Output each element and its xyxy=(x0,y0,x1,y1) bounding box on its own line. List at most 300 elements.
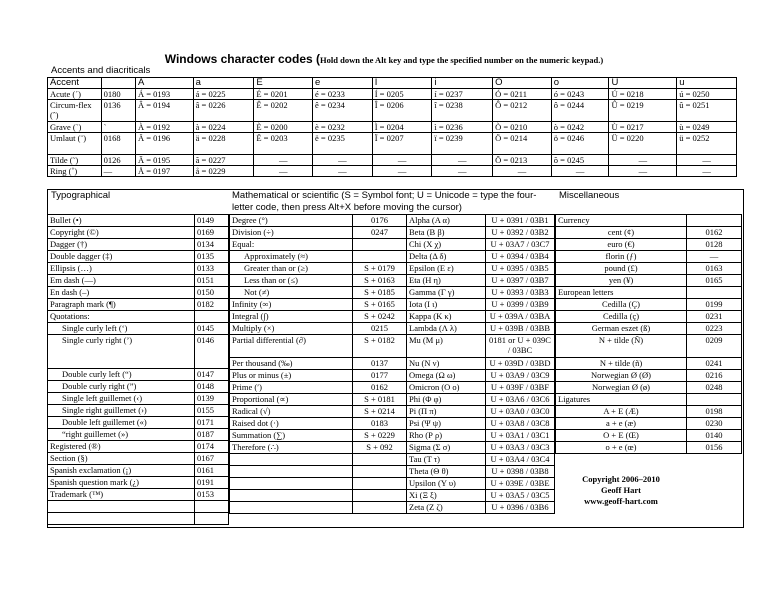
accent-cell: ù = 0249 xyxy=(677,122,737,133)
typographical-name: Spanish question mark (¿) xyxy=(48,477,195,489)
typographical-name xyxy=(48,501,195,513)
typographical-name: Double curly left (“) xyxy=(48,369,195,381)
math-symbol-code: 0162 xyxy=(353,382,407,394)
typographical-name: Section (§) xyxy=(48,453,195,465)
math-symbol-code xyxy=(353,502,407,514)
accents-header-cell: o xyxy=(551,78,609,89)
greek-letter-code: U + 0393 / 03B3 xyxy=(486,287,555,299)
typographical-row xyxy=(48,299,229,311)
greek-letter-name: Eta (Η η) xyxy=(407,275,486,287)
greek-letter-code: U + 0392 / 03B2 xyxy=(486,227,555,239)
accent-cell: ì = 0236 xyxy=(432,122,493,133)
typographical-row xyxy=(48,239,229,251)
accent-name: Grave (`) xyxy=(48,122,102,133)
accents-row xyxy=(48,133,737,155)
math-row xyxy=(230,239,555,251)
math-symbol-name: Equal: xyxy=(230,239,353,251)
accent-cell: Ï = 0207 xyxy=(372,133,432,155)
greek-letter-name: Omega (Ω ω) xyxy=(407,370,486,382)
misc-row xyxy=(556,358,742,370)
misc-name: A + E (Æ) xyxy=(556,406,687,418)
typographical-code: 0182 xyxy=(195,299,229,311)
typographical-code: 0167 xyxy=(195,453,229,465)
math-symbol-code: S + 0182 xyxy=(353,335,407,358)
accents-header-cell: a xyxy=(193,78,254,89)
typographical-code: 0153 xyxy=(195,489,229,501)
misc-row xyxy=(556,263,742,275)
misc-row xyxy=(556,287,742,299)
greek-letter-code: U + 03A9 / 03C9 xyxy=(486,370,555,382)
typographical-name: Spanish exclamation (¡) xyxy=(48,465,195,477)
accent-code: 0136 xyxy=(101,100,135,122)
accent-cell: Ü = 0220 xyxy=(609,133,677,155)
typographical-name: Paragraph mark (¶) xyxy=(48,299,195,311)
greek-letter-name: Iota (Ι ι) xyxy=(407,299,486,311)
math-row xyxy=(230,418,555,430)
misc-code: 0165 xyxy=(687,275,742,287)
misc-name: European letters xyxy=(556,287,687,299)
greek-letter-name: Chi (Χ χ) xyxy=(407,239,486,251)
typographical-row xyxy=(48,251,229,263)
typographical-name xyxy=(48,513,195,525)
accents-header-cell: A xyxy=(136,78,194,89)
typographical-name: Double left guillemet («) xyxy=(48,417,195,429)
math-row xyxy=(230,275,555,287)
typographical-row xyxy=(48,513,229,525)
greek-letter-name: Phi (Φ φ) xyxy=(407,394,486,406)
typographical-row xyxy=(48,417,229,429)
greek-letter-code: U + 03A1 / 03C1 xyxy=(486,430,555,442)
greek-letter-name: Tau (Τ τ) xyxy=(407,454,486,466)
math-symbol-name: Infinity (∞) xyxy=(230,299,353,311)
math-symbol-code xyxy=(353,239,407,251)
accent-cell: — xyxy=(432,155,493,166)
typographical-name: Registered (®) xyxy=(48,441,195,453)
typographical-name: Dagger (†) xyxy=(48,239,195,251)
accent-cell: á = 0225 xyxy=(193,89,254,100)
math-row xyxy=(230,335,555,358)
math-symbol-code: 0183 xyxy=(353,418,407,430)
title-main: Windows character codes ( xyxy=(164,52,321,66)
copyright-note xyxy=(556,474,686,507)
greek-letter-name: Mu (Μ μ) xyxy=(407,335,486,358)
author-line: Geoff Hart xyxy=(601,485,641,495)
accent-cell: ã = 0227 xyxy=(193,155,254,166)
math-symbol-name: Approximately (≈) xyxy=(230,251,353,263)
math-symbol-name xyxy=(230,502,353,514)
misc-name: yen (¥) xyxy=(556,275,687,287)
math-row xyxy=(230,394,555,406)
greek-letter-name: Xi (Ξ ξ) xyxy=(407,490,486,502)
math-row xyxy=(230,490,555,502)
misc-row xyxy=(556,311,742,323)
accent-cell: Ò = 0210 xyxy=(493,122,552,133)
typographical-row xyxy=(48,381,229,393)
accent-cell: Ó = 0211 xyxy=(493,89,552,100)
math-table xyxy=(229,214,555,514)
typographical-row xyxy=(48,227,229,239)
typographical-name: Quotations: xyxy=(48,311,195,323)
greek-letter-name: Nu (Ν ν) xyxy=(407,358,486,370)
accent-cell: — xyxy=(372,155,432,166)
misc-name: florin (ƒ) xyxy=(556,251,687,263)
accent-code: 0180 xyxy=(101,89,135,100)
accent-cell: Å = 0197 xyxy=(136,166,194,177)
misc-code: 0162 xyxy=(687,227,742,239)
misc-code xyxy=(687,215,742,227)
accent-cell: — xyxy=(313,155,373,166)
typographical-code: 0169 xyxy=(195,227,229,239)
misc-name: Ligatures xyxy=(556,394,687,406)
misc-code: 0241 xyxy=(687,358,742,370)
misc-code: 0223 xyxy=(687,323,742,335)
misc-code: 0248 xyxy=(687,382,742,394)
accent-cell: Ô = 0212 xyxy=(493,100,552,122)
misc-code: 0163 xyxy=(687,263,742,275)
misc-code: 0156 xyxy=(687,442,742,454)
typographical-code: 0187 xyxy=(195,429,229,441)
typographical-row xyxy=(48,393,229,405)
misc-name: a + e (æ) xyxy=(556,418,687,430)
accents-row xyxy=(48,122,737,133)
accent-cell: Ä = 0196 xyxy=(136,133,194,155)
accent-cell: — xyxy=(372,166,432,177)
accent-cell: Ë = 0203 xyxy=(254,133,313,155)
accents-row xyxy=(48,155,737,166)
math-symbol-name: Less than or (≤) xyxy=(230,275,353,287)
accent-cell: ë = 0235 xyxy=(313,133,373,155)
typographical-row xyxy=(48,441,229,453)
math-row xyxy=(230,478,555,490)
accent-code: ` xyxy=(101,122,135,133)
accent-cell: Â = 0194 xyxy=(136,100,194,122)
typographical-code: 0150 xyxy=(195,287,229,299)
misc-code: 0140 xyxy=(687,430,742,442)
misc-name: o + e (œ) xyxy=(556,442,687,454)
accent-cell: å = 0229 xyxy=(193,166,254,177)
math-row xyxy=(230,406,555,418)
typographical-name: Double dagger (‡) xyxy=(48,251,195,263)
misc-name: O + E (Œ) xyxy=(556,430,687,442)
math-row xyxy=(230,502,555,514)
typographical-code: 0191 xyxy=(195,477,229,489)
accents-header-cell: i xyxy=(432,78,493,89)
typographical-code: 0135 xyxy=(195,251,229,263)
greek-letter-code: U + 03A4 / 03C4 xyxy=(486,454,555,466)
typographical-row xyxy=(48,405,229,417)
accent-cell: Í = 0205 xyxy=(372,89,432,100)
accent-cell: Û = 0219 xyxy=(609,100,677,122)
misc-row xyxy=(556,251,742,263)
typographical-code xyxy=(195,311,229,323)
typographical-code: 0145 xyxy=(195,323,229,335)
math-row xyxy=(230,430,555,442)
math-symbol-name: Prime (′) xyxy=(230,382,353,394)
typographical-name: Double curly right (”) xyxy=(48,381,195,393)
typographical-name: Em dash (—) xyxy=(48,275,195,287)
math-symbol-name xyxy=(230,466,353,478)
math-symbol-code: S + 092 xyxy=(353,442,407,454)
greek-letter-code: U + 0391 / 03B1 xyxy=(486,215,555,227)
accent-cell: Ú = 0218 xyxy=(609,89,677,100)
greek-letter-name: Alpha (Α α) xyxy=(407,215,486,227)
greek-letter-name: Epsilon (Ε ε) xyxy=(407,263,486,275)
math-symbol-code: S + 0179 xyxy=(353,263,407,275)
math-row xyxy=(230,287,555,299)
accent-cell: — xyxy=(609,155,677,166)
accent-cell: ä = 0228 xyxy=(193,133,254,155)
typographical-name: Bullet (•) xyxy=(48,215,195,227)
math-symbol-name: Radical (√) xyxy=(230,406,353,418)
greek-letter-name: Pi (Π π) xyxy=(407,406,486,418)
greek-letter-code: U + 0398 / 03B8 xyxy=(486,466,555,478)
accent-cell: ê = 0234 xyxy=(313,100,373,122)
misc-name: Norwegian Ø (Ø) xyxy=(556,370,687,382)
typographical-name: Trademark (™) xyxy=(48,489,195,501)
math-symbol-name xyxy=(230,490,353,502)
typographical-code: 0149 xyxy=(195,215,229,227)
greek-letter-code: U + 03A0 / 03C0 xyxy=(486,406,555,418)
accent-cell: ú = 0250 xyxy=(677,89,737,100)
misc-row xyxy=(556,382,742,394)
misc-name: N + tilde (Ñ) xyxy=(556,335,687,358)
math-row xyxy=(230,358,555,370)
greek-letter-name: Psi (Ψ ψ) xyxy=(407,418,486,430)
greek-letter-code: 0181 or U + 039C / 03BC xyxy=(486,335,555,358)
typographical-code: 0133 xyxy=(195,263,229,275)
greek-letter-name: Delta (Δ δ) xyxy=(407,251,486,263)
accent-cell: è = 0232 xyxy=(313,122,373,133)
accents-header-cell: u xyxy=(677,78,737,89)
typographical-code: 0139 xyxy=(195,393,229,405)
accent-cell: ò = 0242 xyxy=(551,122,609,133)
misc-name: Cedilla (ç) xyxy=(556,311,687,323)
title-note: Hold down the Alt key and type the specified number on the numeric keypad.) xyxy=(320,55,604,65)
typographical-code: 0171 xyxy=(195,417,229,429)
accent-cell: é = 0233 xyxy=(313,89,373,100)
math-symbol-name: Partial differential (∂) xyxy=(230,335,353,358)
accent-cell: ï = 0239 xyxy=(432,133,493,155)
accent-cell: Õ = 0213 xyxy=(493,155,552,166)
accent-cell: ó = 0243 xyxy=(551,89,609,100)
typographical-code: 0146 xyxy=(195,335,229,369)
math-row xyxy=(230,299,555,311)
math-row xyxy=(230,215,555,227)
math-symbol-code: S + 0214 xyxy=(353,406,407,418)
typographical-name: En dash (–) xyxy=(48,287,195,299)
typographical-code: 0147 xyxy=(195,369,229,381)
typographical-name: Copyright (©) xyxy=(48,227,195,239)
math-symbol-code: S + 0185 xyxy=(353,287,407,299)
accent-cell: ü = 0252 xyxy=(677,133,737,155)
math-symbol-name: Summation (∑) xyxy=(230,430,353,442)
greek-letter-code: U + 03A5 / 03C5 xyxy=(486,490,555,502)
greek-letter-code: U + 03A3 / 03C3 xyxy=(486,442,555,454)
greek-letter-code: U + 039E / 03BE xyxy=(486,478,555,490)
misc-name: euro (€) xyxy=(556,239,687,251)
accents-caption: Accents and diacriticals xyxy=(51,65,151,76)
accent-cell: Ã = 0195 xyxy=(136,155,194,166)
accent-cell: — xyxy=(254,166,313,177)
math-symbol-code xyxy=(353,454,407,466)
accent-cell: â = 0226 xyxy=(193,100,254,122)
greek-letter-code: U + 0399 / 03B9 xyxy=(486,299,555,311)
accent-code: — xyxy=(101,166,135,177)
accents-header-cell: U xyxy=(609,78,677,89)
misc-name: Norwegian Ø (ø) xyxy=(556,382,687,394)
greek-letter-code: U + 03A6 / 03C6 xyxy=(486,394,555,406)
greek-letter-code: U + 03A8 / 03C8 xyxy=(486,418,555,430)
typographical-name: “right guillemet (») xyxy=(48,429,195,441)
typographical-row xyxy=(48,287,229,299)
greek-letter-code: U + 0395 / 03B5 xyxy=(486,263,555,275)
page-title xyxy=(0,52,768,66)
math-symbol-name: Proportional (∝) xyxy=(230,394,353,406)
greek-letter-code: U + 039D / 03BD xyxy=(486,358,555,370)
math-symbol-code: S + 0163 xyxy=(353,275,407,287)
accent-code: 0168 xyxy=(101,133,135,155)
misc-name: Currency xyxy=(556,215,687,227)
math-symbol-code: 0215 xyxy=(353,323,407,335)
accent-cell: À = 0192 xyxy=(136,122,194,133)
greek-letter-name: Sigma (Σ σ) xyxy=(407,442,486,454)
accent-name: Ring (˚) xyxy=(48,166,102,177)
copyright-line: Copyright 2006–2010 xyxy=(582,474,660,484)
accent-name: Circum-flex (ˆ) xyxy=(48,100,102,122)
accent-cell: Á = 0193 xyxy=(136,89,194,100)
greek-letter-code: U + 039B / 03BB xyxy=(486,323,555,335)
misc-heading: Miscellaneous xyxy=(559,190,620,201)
math-symbol-name: Greater than or (≥) xyxy=(230,263,353,275)
misc-code: 0198 xyxy=(687,406,742,418)
math-symbol-name: Per thousand (‰) xyxy=(230,358,353,370)
greek-letter-code: U + 03A7 / 03C7 xyxy=(486,239,555,251)
misc-name: N + tilde (ñ) xyxy=(556,358,687,370)
math-heading: Mathematical or scientific (S = Symbol font; U = Unicode = type the four-letter code, then press Alt+X before moving the cursor) xyxy=(232,190,537,213)
greek-letter-name: Zeta (Ζ ζ) xyxy=(407,502,486,514)
misc-row xyxy=(556,299,742,311)
greek-letter-code: U + 039A / 03BA xyxy=(486,311,555,323)
greek-letter-name: Kappa (Κ κ) xyxy=(407,311,486,323)
math-symbol-code: S + 0165 xyxy=(353,299,407,311)
typographical-name: Single curly right (’) xyxy=(48,335,195,369)
math-symbol-code xyxy=(353,490,407,502)
greek-letter-name: Rho (Ρ ρ) xyxy=(407,430,486,442)
math-row xyxy=(230,227,555,239)
accent-cell: Ö = 0214 xyxy=(493,133,552,155)
typographical-row xyxy=(48,369,229,381)
accent-cell: ô = 0244 xyxy=(551,100,609,122)
greek-letter-name: Upsilon (Υ υ) xyxy=(407,478,486,490)
accent-cell: Î = 0206 xyxy=(372,100,432,122)
math-symbol-code: S + 0242 xyxy=(353,311,407,323)
greek-letter-code: U + 0397 / 03B7 xyxy=(486,275,555,287)
accent-cell: — xyxy=(432,166,493,177)
typographical-code: 0174 xyxy=(195,441,229,453)
typographical-row xyxy=(48,263,229,275)
misc-row xyxy=(556,323,742,335)
math-symbol-code: 0176 xyxy=(353,215,407,227)
misc-name: pound (£) xyxy=(556,263,687,275)
math-symbol-name: Multiply (×) xyxy=(230,323,353,335)
accent-cell: ö = 0246 xyxy=(551,133,609,155)
typographical-row xyxy=(48,311,229,323)
accents-header-cell: O xyxy=(493,78,552,89)
accent-cell: Ù = 0217 xyxy=(609,122,677,133)
typographical-row xyxy=(48,323,229,335)
math-row xyxy=(230,263,555,275)
math-symbol-code: 0137 xyxy=(353,358,407,370)
math-row xyxy=(230,454,555,466)
misc-row xyxy=(556,394,742,406)
typographical-code: 0134 xyxy=(195,239,229,251)
math-symbol-code: S + 0181 xyxy=(353,394,407,406)
misc-code xyxy=(687,287,742,299)
accent-code: 0126 xyxy=(101,155,135,166)
typographical-row xyxy=(48,465,229,477)
misc-row xyxy=(556,418,742,430)
greek-letter-code: U + 039F / 03BF xyxy=(486,382,555,394)
typographical-name: Single right guillemet (›) xyxy=(48,405,195,417)
typographical-row xyxy=(48,453,229,465)
math-row xyxy=(230,370,555,382)
misc-name: cent (¢) xyxy=(556,227,687,239)
typographical-table xyxy=(47,214,229,525)
math-row xyxy=(230,311,555,323)
accent-cell: õ = 0245 xyxy=(551,155,609,166)
math-symbol-code: 0247 xyxy=(353,227,407,239)
typographical-name: Single left guillemet (‹) xyxy=(48,393,195,405)
accents-header-cell: I xyxy=(372,78,432,89)
misc-row xyxy=(556,370,742,382)
misc-row xyxy=(556,406,742,418)
typographical-code: 0161 xyxy=(195,465,229,477)
accent-cell: — xyxy=(677,166,737,177)
misc-code: 0209 xyxy=(687,335,742,358)
typographical-name: Ellipsis (…) xyxy=(48,263,195,275)
math-symbol-name xyxy=(230,478,353,490)
greek-letter-name: Beta (Β β) xyxy=(407,227,486,239)
accents-header-cell: e xyxy=(313,78,373,89)
accent-cell: È = 0200 xyxy=(254,122,313,133)
misc-row xyxy=(556,275,742,287)
math-row xyxy=(230,466,555,478)
accents-row xyxy=(48,166,737,177)
math-symbol-code xyxy=(353,466,407,478)
accent-cell: û = 0251 xyxy=(677,100,737,122)
typographical-row xyxy=(48,501,229,513)
typographical-row xyxy=(48,429,229,441)
typographical-row xyxy=(48,215,229,227)
misc-row xyxy=(556,227,742,239)
misc-row xyxy=(556,430,742,442)
accent-cell: î = 0238 xyxy=(432,100,493,122)
typographical-code: 0155 xyxy=(195,405,229,417)
accents-header-cell: E xyxy=(254,78,313,89)
accents-header-cell xyxy=(101,78,135,89)
misc-code: 0230 xyxy=(687,418,742,430)
math-symbol-name: Integral (∫) xyxy=(230,311,353,323)
misc-row xyxy=(556,239,742,251)
accent-cell: — xyxy=(254,155,313,166)
typographical-heading: Typographical xyxy=(51,190,111,201)
accents-header-row xyxy=(48,78,737,89)
accent-cell: í = 0237 xyxy=(432,89,493,100)
accent-cell: Ê = 0202 xyxy=(254,100,313,122)
typographical-row xyxy=(48,275,229,287)
accent-cell: — xyxy=(609,166,677,177)
math-row xyxy=(230,323,555,335)
